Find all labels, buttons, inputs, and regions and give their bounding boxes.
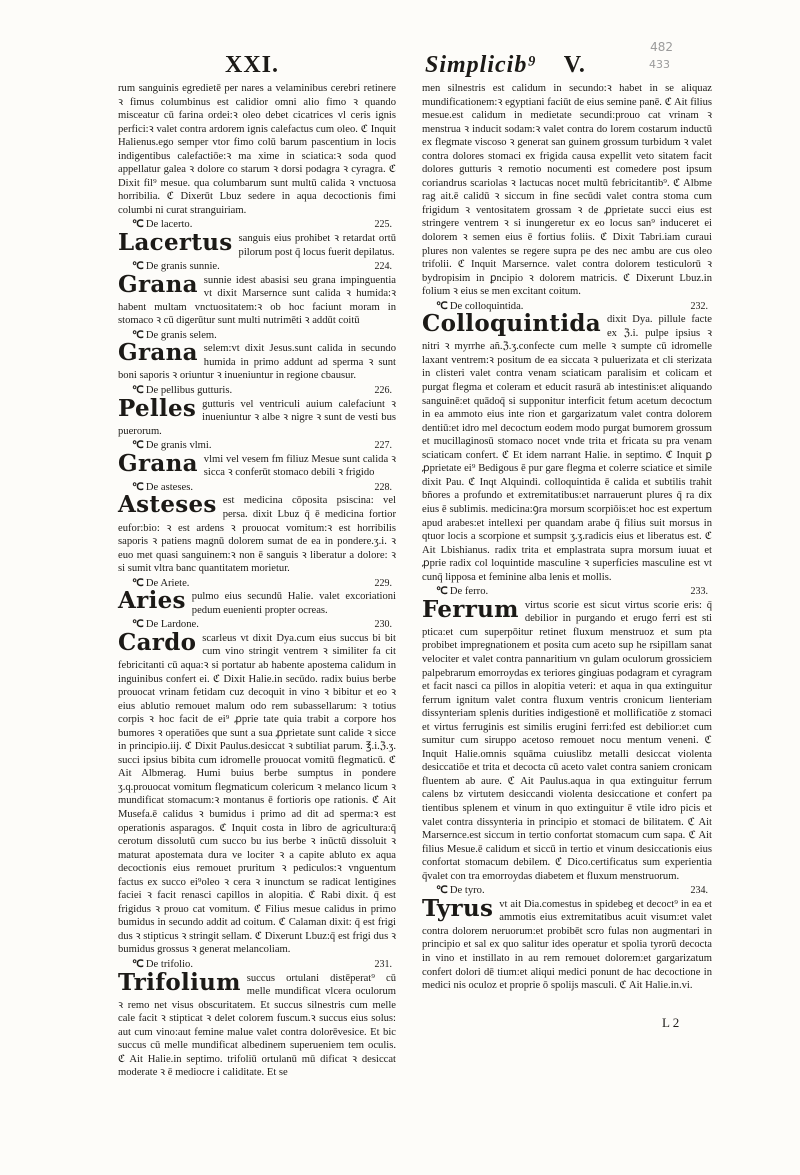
- entry: [118, 618, 396, 957]
- right-column-intro: men silnestris est calidum in secundo:ꝛ habet in se aliquaz mundificationem:ꝛ egyptiani faciūt de eius semine panē. ℭ Ait filius mesue.est calidum in medietate secundi:prouo cat vrinam ꝛ menstrua ꝛ inducit sodam:ꝛ valet contra do lorem costarum inductū ex flegmate viscoso ꝛ generat san guinem grossum turbidum ꝛ valet contra dolores stomaci ex frigida causa expellit veto sitatem facit dolores gutturis ꝛ remotio nocumenti est comedere post ipsum coriandrus scariolas ꝛ lactucas nocet multū febricitantib⁹. ℭ Albme rag ait.ē calidū ꝛ siccum in fine secūdi valet contra stoma cum frigidum ꝛ ventositatem grossam ꝛ de ꝓprietate succi eius est stringere ventrem ꝛ si inungeretur ex eo locus san⁹ induceret ei dolorem ꝛ semen eius ē fortius foliis. ℭ Dixit Tabri.iam curaui plures non valentes se regere supra pe des nec ambu are cus oleo trifolii. ℭ Inquit Marsernce. valet contra dolorem testiculorū ꝛ bydropisim in ꝑncipio ꝛ dolorem matricis. ℭ Dixerunt Lbuz.in folium ꝛ eius se men excitant coitum.: [422, 83, 712, 298]
- entry: [118, 439, 396, 480]
- entry-heading: [422, 884, 712, 898]
- entry-number: 231.: [374, 959, 392, 970]
- entry-number: 226.: [374, 385, 392, 397]
- entry-number: 225.: [374, 219, 392, 231]
- entry-heading: [118, 481, 396, 495]
- entry-heading: [118, 439, 396, 453]
- entry-body: [118, 449, 396, 480]
- paragraph-mark-icon: ℃: [132, 481, 144, 493]
- running-head-word: Simplicib⁹: [425, 52, 537, 78]
- entry-heading: [118, 958, 396, 972]
- entry-lemma: Tyrus: [422, 894, 494, 922]
- entry: [422, 585, 712, 883]
- paragraph-mark-icon: ℃: [132, 577, 144, 589]
- foliation-number: 482: [650, 40, 673, 54]
- entry-lemma: Grana: [118, 339, 198, 367]
- entry-number: 233.: [690, 586, 708, 598]
- paragraph-mark-icon: ℃: [132, 385, 144, 397]
- entry-body: [422, 310, 712, 584]
- entry-heading-text: De ferro.: [449, 586, 489, 598]
- entry: [118, 218, 396, 259]
- entry-heading: [422, 300, 712, 314]
- entry-text: dixit Dya. pillule facte ex ℨ.i. pulpe ipsius ꝛ nitri ꝛ myrrhe añ.ℨ.ʒ.confecte cum melle ꝛ sumpte cū idromelle laxant ventrem:ꝛ positum de ea siccata ꝛ puluerizata et cli sterizata in clisteri valet contra venam sciaticam paralisim et colicam et purgat flegma et coleram et educit rasurā ab intestinis:et aliquando sanguinē:et quādoq̄ si supponitur interficit fetum acetum decoctum in ea ammoto eius inte rion et gargarizatum valet contra dolorem dentiū:et idro mel decoctum eodem modo purgat bumorem grossum et mucillaginosū stomaco nocet vnde trita et fricata su pra venam sciaticam confert. ℭ Et idem narrant Halie. in septimo. ℭ Inquit ꝑ ꝓprietate ei⁹ Bedigous ē pur gare flegma et colerre sciatice et simile dixit Pau. ℭ Inqt Alquindi. colloquintida ē calida et subtilis trahit bñores a profundo et extremitatibus:et narrauerunt plures q̄ ra dix eius ē sublimis. medicina:ꝯra morsum scorpiōis:et hoc est expertum apud arabes:et intellexi per quandam arabe q̄ filius suit morsus in qtuor locis a scorpione et sumpsit ʒ.ʒ.radicis eius et liberatus est. ℭ Ait Lbishianus. radix trita et emplastrata supra morsum iuuat et ꝓprie radix col loquintide masculine ꝛ superficies masculine est vt cunq̄ lipposa et feminine alba lenis et mollis.: [422, 314, 712, 583]
- paragraph-mark-icon: ℃: [132, 329, 144, 341]
- entry-heading-text: De granis sunnie.: [145, 261, 220, 273]
- paragraph-mark-icon: ℃: [436, 586, 448, 598]
- entry-lemma: Asteses: [118, 491, 217, 519]
- right-column: [422, 82, 712, 993]
- entry-lemma: Cardo: [118, 628, 197, 656]
- entry-number: 234.: [690, 885, 708, 897]
- entry-body: [118, 229, 396, 259]
- entry-text: sanguis eius prohibet ꝛ retardat ortū pilorum post q̄ locus fuerit depilatus.: [238, 233, 396, 258]
- entry-heading-text: De lacerto.: [145, 219, 193, 231]
- paragraph-mark-icon: ℃: [132, 959, 144, 970]
- entry-text: scarleus vt dixit Dya.cum eius succus bi bit cum vino stringit ventrem ꝛ similiter fa cit febricitanti cū aqua:ꝛ si portatur ab habente apostema calidum in inguinibus confert ei. ℭ Dixit Halie.in secūdo. radix buius berbe prouocat vrinam fetidam cuz decoquit in vino ꝛ bibitur et eo ꝛ eius ablutio remouet malum odo rem subassellarum: ꝛ totius corpis ꝛ hoc facit de ei⁹ ꝓprie tate quia trabit a corpore hos bumores ꝛ operatiōes que sunt a sua ꝓprietate sunt calide ꝛ sicce in principio.iij. ℭ Dixit Paulus.desiccat ꝛ subtiliat parum. ℥.i.ℨ.ʒ. succi ipsius bibita cum idromelle prouocat vomitū flegmaticū. ℭ Ait Albmerag. Humi buius berbe sumptus in pondere ʒ.q.prouocat vomitum flegmaticum colericum ꝛ melanco licum ꝛ mundificat stomacum:ꝛ montanus ē fortioris ope rationis. ℭ Ait Musefa.ē calidus ꝛ bumidus i primo ad dit ad sperma:ꝛ est operationis asparagos. ℭ Inquit costa in libro de agricultura:q̄ cerotum dissolutū cum succo bu ius berbe ꝛ inūctū dissoluit ꝛ maturat apostemata dura ve lociter ꝛ a capite abluto ex aqua decoctionis eius remouet pruritum ꝛ pediculos:ꝛ vnguentum factus ex succo ei⁹oleo ꝛ cera ꝛ inunctum se radicat lentigines faciei ꝛ facit renasci capillos in alopitia. ℭ Rabi dixit. q̄ est frigidus ꝛ prouo cat vomitum. ℭ Filius mesue calidus in primo bumidus in secundo addit ad coitum. ℭ Calaman dixit: q̄ est frigi dus ꝛ stipticus ꝛ stringit sellam. ℭ Dixerunt Lbuz:q̄ est frigi dus ꝛ bumidus grossus ꝛ generat melancoliam.: [118, 632, 396, 956]
- entry-heading: [118, 577, 396, 591]
- entry-body: [118, 270, 396, 328]
- entry-text: vlmi vel vesem fm filiuz Mesue sunt calida ꝛ sicca ꝛ conferūt stomaco debili ꝛ frigido: [203, 453, 396, 479]
- entry: [118, 481, 396, 576]
- entry-heading: [118, 260, 396, 274]
- entry: [118, 384, 396, 438]
- entry: [118, 329, 396, 383]
- running-head-right: [425, 52, 586, 79]
- entry-number: 232.: [690, 300, 708, 312]
- entry-lemma: Grana: [118, 449, 198, 477]
- entry-lemma: Lacertus: [118, 229, 233, 257]
- entry-body: [422, 595, 712, 883]
- entry-text: succus ortulani distēperat⁹ cū melle mundificat vlcera oculorum ꝛ remo net visus obscuritatem. Et succus silnestris cum melle cale facit ꝛ stipticat ꝛ delet colorem fuscum.ꝛ succus eius solus: aut cum vino:aut femine malue valet contra dolorēvesice. Et bic succus cū melle mundificat albedinem superueniem tem oculis. ℭ Ait Halie.in septimo. trifoliū ortulanū mū dificat ꝛ desiccat moderate ꝛ ē mediocre i caliditate. Et se: [118, 972, 396, 1079]
- entry-number: 228.: [374, 481, 392, 493]
- entry: [118, 577, 396, 618]
- entry: [118, 958, 396, 1080]
- entry-text: gutturis vel ventriculi auium calefaciunt ꝛ inueniuntur ꝛ albe ꝛ nigre ꝛ sunt de vesti bus puerorum.: [118, 398, 396, 437]
- entry-number: 229.: [374, 577, 392, 589]
- entry-lemma: Trifolium: [118, 968, 241, 996]
- entry-number: 224.: [374, 261, 392, 273]
- entry-heading: [118, 618, 396, 632]
- entry: [118, 260, 396, 328]
- entry-heading: [118, 218, 396, 232]
- entry-text: vt ait Dia.comestus in spidebeg et decoct⁹ in ea et ammotis eius extremitatibus acuit visum:et valet contra dolorem neruorum:et probibēt scro fulas non augmentari in principio et sal ex quo salitur ides operatur et spolia tyrorū decocta in vino et instillato in au rem remouet dolorem:et gargarizatum confert dolori dē tium:et aliqui medici ponunt de hac decoctione in medici nis oculoz et proprie ō spolijs masculi. ℭ Ait Halie.in.vi.: [422, 898, 712, 992]
- entry-lemma: Pelles: [118, 394, 197, 422]
- entry-text: selem:vt dixit Jesus.sunt calida in secundo humida in primo addunt ad sperma ꝛ sunt boni saporis ꝛ oriuntur ꝛ inueniuntur in regione cbausur.: [118, 343, 396, 382]
- signature-mark: L 2: [662, 1015, 680, 1030]
- entry-heading-text: De granis selem.: [145, 329, 217, 341]
- entry-heading: [118, 329, 396, 343]
- entry-heading-text: De tyro.: [449, 885, 485, 897]
- entry-heading-text: De Lardone.: [145, 619, 199, 631]
- entry-text: pulmo eius secundū Halie. valet excoriationi pedum euenienti propter ocreas.: [191, 591, 396, 616]
- entry-body: [118, 968, 396, 1080]
- entry-number: 230.: [374, 619, 392, 631]
- entry-heading-text: De granis vlmi.: [145, 440, 212, 452]
- entry-lemma: Aries: [118, 587, 186, 615]
- entry: [422, 884, 712, 992]
- entry-body: [118, 394, 396, 439]
- left-column: [118, 82, 396, 1080]
- entry-heading: [118, 384, 396, 398]
- paragraph-mark-icon: ℃: [132, 440, 144, 452]
- paragraph-mark-icon: ℃: [436, 885, 448, 897]
- running-head-left: XXI.: [225, 52, 280, 78]
- entry-heading-text: De colloquintida.: [449, 300, 524, 312]
- entry-heading-text: De asteses.: [145, 481, 193, 493]
- entry-text: virtus scorie est sicut virtus scorie eris: q̄ debilior in purgando et erugo ferri est sti ptica:et cum superpōitur retinet fluxum menstruoz et sum pta probibet impregnationem et posita cum aceto sup he rsipillam sanat velociter et valet contra pannaritium vn gulam oculorum grossiciem palpebrarum emorroydas ex teriores gingiuas podagram et cyragram et facit nasci ca pillos in alopitia veteri: et aqua in qua extinguitur ferrum ignitum valet contra fluxum ventris cronicum lienteriam dissynteriam splenis durities indigestionē et mollificatiōe z stomaci et virtus ferruginis est similis erugini ferri:fed est debilior:et cum sumitur cum siruppo acetoso remouet nocu mentum veneni. ℭ Inquit Halie.omnis squāma cuiuslibz metalli desiccat violenta desiccatiōe et trita et decocta cū aceto valet contra saniem cronicam fluentem ab aure. ℭ Ait Paulus.aqua in qua extinguitur ferrum calens bz virtutem desiccandi violenta desiccatione et confert pa tientibus splenem et vinum in quo extinguitur ē vtile idro picis et valet contra dissynteria in principio et stomaci de bilitatem. ℭ Ait Marsernce.est siccum in tertio confortat stomacum cum sapa. ℭ Ait filius Mesue.ē calidum et siccū in tertio et vinum desiccationis eius confortat stomacum debilem. ℭ Dico.certificatus sum experientia q̄valet con tra emorroydas diabetem et fluxum menstruorum.: [422, 599, 712, 882]
- entry-lemma: Ferrum: [422, 595, 519, 623]
- paragraph-mark-icon: ℃: [132, 619, 144, 631]
- entry-lemma: Colloquintida: [422, 310, 601, 338]
- entry-text: est medicina cōposita psiscina: vel persa. dixit Lbuz q̄ ē medicina fortior eufor:bio: ꝛ est ardens ꝛ prouocat vomitum:ꝛ est horribilis saporis ꝛ patiens magnū dolorem sumat de ea in pondere.ʒ.i. ꝛ euo met quasi sanguinem:ꝛ non ē sanguis ꝛ liberatur a dolore: ꝛ si sumit vltra banc quantitatem morietur.: [118, 495, 396, 575]
- entry-lemma: Grana: [118, 270, 198, 298]
- entry-text: sunnie idest abasisi seu grana impinguentia vt dixit Marsernce sunt calida ꝛ humida:ꝛ habent multam vnctuositatem:ꝛ ob hoc faciunt moram in stomaco ꝛ cū digerūtur sunt multi nutrimēti ꝛ addūt coitū: [118, 274, 396, 327]
- entry-body: [118, 491, 396, 575]
- running-head-number: V.: [563, 52, 586, 78]
- paragraph-mark-icon: ℃: [132, 261, 144, 273]
- foliation-number-secondary: 433: [649, 58, 670, 71]
- entry: [422, 300, 712, 584]
- entry-body: [118, 339, 396, 383]
- entry-body: [422, 894, 712, 993]
- entry-heading: [422, 585, 712, 599]
- paragraph-mark-icon: ℃: [132, 219, 144, 231]
- entry-number: 227.: [374, 440, 392, 452]
- left-column-intro: rum sanguinis egredietē per nares a velaminibus cerebri retinere ꝛ fimus columbinus est calidior omni alio fimo ꝛ quando misceatur cū farina ordei:ꝛ oleo debet cicatrices vl ceris ignis perfici:ꝛ valet contra ardorem ignis calefactus cum oleo. ℭ Inquit Halienus.ego semper vtor fimo colū barum pascentium in locis indigentibus calefactiōe:ꝛ ma xime in sciatica:ꝛ soda quod appellatur galea ꝛ dolore co starum ꝛ dorsi podagra ꝛ cyragra. ℭ Dixit fil⁹ mesue. qua columbarum sunt multū calida ꝛ vnctuosa horribilia. ℭ Dixerūt Lbuz sedere in aqua decoctionis fimi columbi ni curat stranguiriam.: [118, 83, 396, 216]
- entry-heading-text: De pellibus gutturis.: [145, 385, 233, 397]
- entry-heading-text: De trifolio.: [145, 959, 193, 970]
- entry-body: [118, 587, 396, 617]
- entry-body: [118, 628, 396, 957]
- paragraph-mark-icon: ℃: [436, 300, 448, 312]
- entry-heading-text: De Ariete.: [145, 577, 190, 589]
